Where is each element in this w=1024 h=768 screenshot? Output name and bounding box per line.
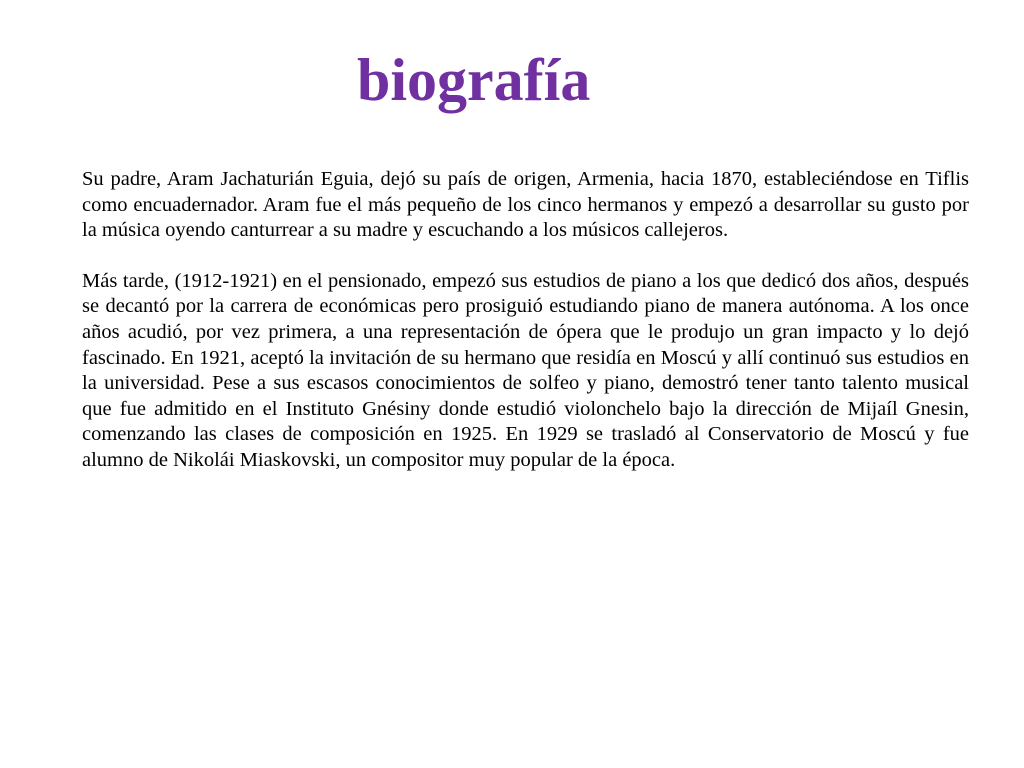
paragraph-studies: Más tarde, (1912-1921) en el pensionado, empezó sus estudios de piano a los que dedicó dos años, después se decantó por la carrera de económicas pero prosiguió estudiando piano de manera autónoma. A los once años acudió, por vez primera, a una representación de ópera que le produjo un gran impacto y lo dejó fascinado. En 1921, aceptó la invitación de su hermano que residía en Moscú y allí continuó sus estudios en la universidad. Pese a sus escasos conocimientos de solfeo y piano, demostró tener tanto talento musical que fue admitido en el Instituto Gnésiny donde estudió violonchelo bajo la dirección de Mijaíl Gnesin, comenzando las clases de composición en 1925. En 1929 se trasladó al Conservatorio de Moscú y fue alumno de Nikolái Miaskovski, un compositor muy popular de la época. <box>82 269 969 471</box>
slide-body <box>82 167 969 474</box>
paragraph-family: Su padre, Aram Jachaturián Eguia, dejó su país de origen, Armenia, hacia 1870, estableciéndose en Tiflis como encuadernador. Aram fue el más pequeño de los cinco hermanos y empezó a desarrollar su gusto por la música oyendo canturrear a su madre y escuchando a los músicos callejeros. <box>82 168 969 242</box>
slide-title: biografía <box>357 47 591 113</box>
